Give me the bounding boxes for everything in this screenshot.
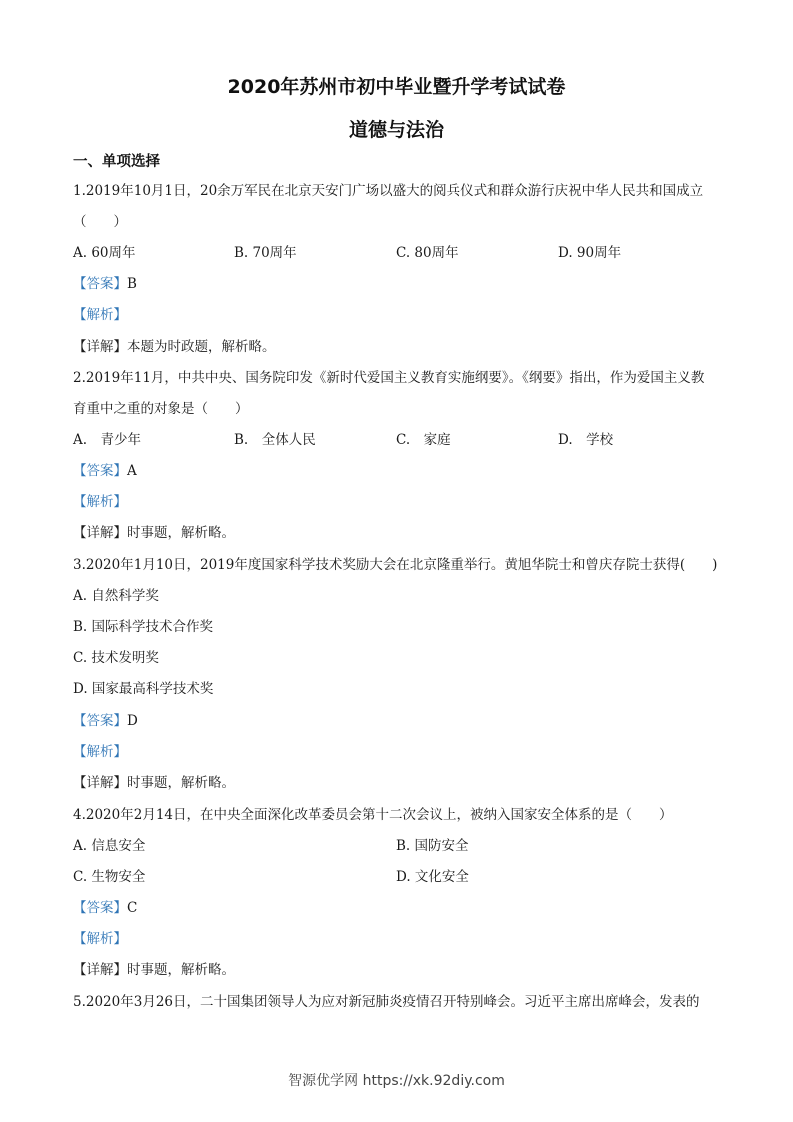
question-1-option-c: C. 80周年 — [396, 245, 459, 261]
question-2-analysis-tag: 【解析】 — [73, 494, 127, 510]
question-3-option-a: A. 自然科学奖 — [73, 588, 159, 604]
question-4-option-c: C. 生物安全 — [73, 869, 146, 885]
question-2-option-c: C. 家庭 — [396, 432, 451, 448]
question-1-option-b: B. 70周年 — [234, 245, 297, 261]
exam-subject: 道德与法治 — [348, 119, 444, 141]
footer-watermark: 智源优学网 https://xk.92diy.com — [288, 1073, 505, 1089]
question-1-detail: 【详解】本题为时政题，解析略。 — [73, 339, 276, 355]
question-2-stem-line-2: 育重中之重的对象是（ ） — [73, 401, 249, 417]
question-2-option-d: D. 学校 — [558, 432, 614, 448]
answer-tag: 【答案】 — [73, 900, 127, 916]
question-4-option-d: D. 文化安全 — [396, 869, 469, 885]
question-2-stem-line-1: 2.2019年11月，中共中央、国务院印发《新时代爱国主义教育实施纲要》。《纲要》指出，作为爱国主义教 — [73, 370, 705, 386]
question-3-analysis-tag: 【解析】 — [73, 744, 127, 760]
question-4-stem-line-1: 4.2020年2月14日，在中央全面深化改革委员会第十二次会议上，被纳入国家安全体系的是（ ） — [73, 807, 673, 823]
question-1-answer — [73, 274, 137, 294]
question-1-analysis-tag: 【解析】 — [73, 307, 127, 323]
question-3-option-b: B. 国际科学技术合作奖 — [73, 619, 214, 635]
question-4-option-b: B. 国防安全 — [396, 838, 469, 854]
question-3-stem-line-1: 3.2020年1月10日，2019年度国家科学技术奖励大会在北京隆重举行。黄旭华院士和曾庆存院士获得( ) — [73, 557, 718, 573]
exam-title: 2020年苏州市初中毕业暨升学考试试卷 — [227, 76, 566, 98]
question-2-option-b: B. 全体人民 — [234, 432, 316, 448]
question-3-answer — [73, 711, 138, 731]
question-4-analysis-tag: 【解析】 — [73, 931, 127, 947]
question-2-detail: 【详解】时事题，解析略。 — [73, 525, 235, 541]
question-4-answer — [73, 898, 137, 918]
question-3-option-d: D. 国家最高科学技术奖 — [73, 681, 214, 697]
question-2-answer — [73, 461, 137, 481]
question-5-stem-line-1: 5.2020年3月26日，二十国集团领导人为应对新冠肺炎疫情召开特别峰会。习近平主席出席峰会，发表的 — [73, 994, 700, 1010]
answer-value: C — [127, 900, 138, 916]
question-1-option-d: D. 90周年 — [558, 245, 622, 261]
question-2-option-a: A. 青少年 — [73, 432, 142, 448]
question-1-stem-line-2: （ ） — [73, 214, 127, 230]
answer-value: A — [127, 463, 137, 479]
question-4-option-a: A. 信息安全 — [73, 838, 146, 854]
question-4-detail: 【详解】时事题，解析略。 — [73, 962, 235, 978]
answer-tag: 【答案】 — [73, 276, 127, 292]
answer-tag: 【答案】 — [73, 463, 127, 479]
question-3-detail: 【详解】时事题，解析略。 — [73, 775, 235, 791]
question-1-stem-line-1: 1.2019年10月1日，20余万军民在北京天安门广场以盛大的阅兵仪式和群众游行庆祝中华人民共和国成立 — [73, 183, 704, 199]
question-3-option-c: C. 技术发明奖 — [73, 650, 159, 666]
section-title: 一、单项选择 — [73, 154, 160, 170]
question-1-option-a: A. 60周年 — [73, 245, 136, 261]
answer-value: D — [127, 713, 138, 729]
answer-value: B — [127, 276, 137, 292]
answer-tag: 【答案】 — [73, 713, 127, 729]
